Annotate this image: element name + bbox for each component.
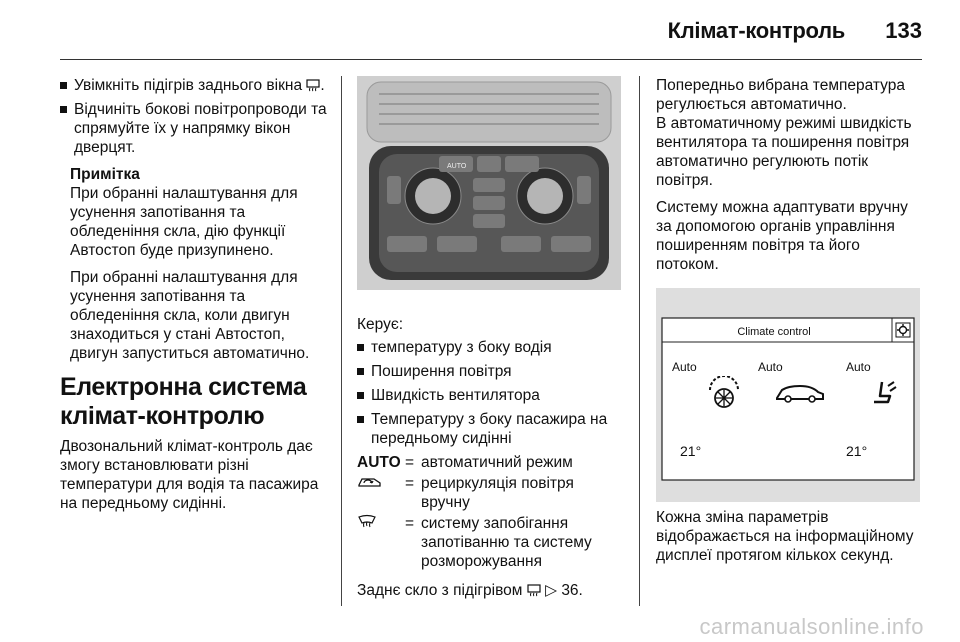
page-number: 133 <box>885 18 922 43</box>
distribution-auto-label: Auto <box>758 360 783 374</box>
fan-auto-label: Auto <box>672 360 697 374</box>
display-title: Climate control <box>737 326 811 338</box>
note-title: Примітка <box>70 166 140 183</box>
paragraph: В автоматичному режимі швидкість вентилятора та поширення повітря автоматично регулюють потік повітря. <box>656 115 912 189</box>
footer-text: Заднє скло з підігрівом <box>357 582 523 599</box>
seat-auto-label: Auto <box>846 360 871 374</box>
climate-control-panel-photo <box>357 76 621 290</box>
svg-text:AUTO: AUTO <box>447 163 467 170</box>
bullet-text: Увімкніть підігрів заднього вікна <box>74 77 303 94</box>
watermark: carmanualsonline.info <box>699 614 924 639</box>
column-left <box>60 76 332 521</box>
legend-row <box>357 474 625 512</box>
paragraph: Систему можна адаптувати вручну за допомогою органів управління поширенням повітря та його потоком. <box>656 199 908 273</box>
legend-value: систему запобігання запотіванню та систему розморожування <box>421 515 592 570</box>
column-separator-1 <box>341 76 342 606</box>
bullet-text: Температуру з боку пасажира на передньому сидінні <box>371 411 608 447</box>
legend-key <box>357 474 405 512</box>
legend-key: AUTO <box>357 454 401 471</box>
footer-page-ref: 36. <box>561 582 583 599</box>
paragraph: Попередньо вибрана температура регулюється автоматично. <box>656 77 905 113</box>
column-right <box>656 76 926 573</box>
display-caption: Кожна зміна параметрів відображається на інформаційному дисплеї протягом кількох секунд. <box>656 509 914 564</box>
section-title: Електронна система клімат-контролю <box>60 373 307 430</box>
legend-equals: = <box>405 475 415 492</box>
car-air-distribution-icon <box>774 380 826 404</box>
note-paragraph: При обранні налаштування для усунення запотівання та обледеніння скла, дію функції Автостоп буде призупинено. <box>70 185 298 259</box>
passenger-temperature: 21° <box>846 443 868 459</box>
legend-equals: = <box>405 515 415 532</box>
bullet-item: Увімкніть підігрів заднього вікна . <box>60 76 332 95</box>
bullet-item <box>60 100 332 157</box>
rear-window-heater-icon <box>306 79 320 92</box>
legend-value: рециркуляція повітря вручну <box>421 475 574 511</box>
bullet-item <box>357 362 625 381</box>
column-middle <box>357 76 625 608</box>
header-rule <box>60 59 922 60</box>
settings-gear-icon <box>895 322 911 338</box>
footer-reference <box>357 581 625 600</box>
rear-window-heater-icon <box>527 584 541 597</box>
section-paragraph: Двозональний клімат-контроль дає змогу встановлювати різні температури для водія та пасажира на передньому сидінні. <box>60 438 319 512</box>
bullet-text: Відчиніть бокові повітропроводи та спрямуйте їх у напрямку вікон дверцят. <box>74 101 327 156</box>
page-reference-icon: ▷ <box>545 582 557 599</box>
bullet-text: температуру з боку водія <box>371 339 552 356</box>
page-title: Клімат-контроль <box>667 18 845 43</box>
legend-row <box>357 453 625 472</box>
recirculation-icon <box>357 474 383 488</box>
legend-key <box>357 514 405 571</box>
legend-table <box>357 453 625 571</box>
info-display-illustration <box>656 288 920 502</box>
controls-intro: Керує: <box>357 316 404 333</box>
seat-airflow-icon <box>868 376 900 406</box>
fan-icon <box>704 376 744 412</box>
bullet-item <box>357 410 625 448</box>
note-paragraph: При обранні налаштування для усунення запотівання та обледеніння скла, коли двигун знаходиться у стані Автостоп, двигун запуститься автоматично. <box>70 269 310 362</box>
page-header <box>0 0 960 60</box>
bullet-item <box>357 338 625 357</box>
legend-value: автоматичний режим <box>421 454 573 471</box>
bullet-item <box>357 386 625 405</box>
legend-equals: = <box>405 454 415 471</box>
column-separator-2 <box>639 76 640 606</box>
bullet-text: Швидкість вентилятора <box>371 387 540 404</box>
driver-temperature: 21° <box>680 443 702 459</box>
windscreen-defrost-icon <box>357 514 377 529</box>
legend-row <box>357 514 625 571</box>
bullet-text: Поширення повітря <box>371 363 512 380</box>
